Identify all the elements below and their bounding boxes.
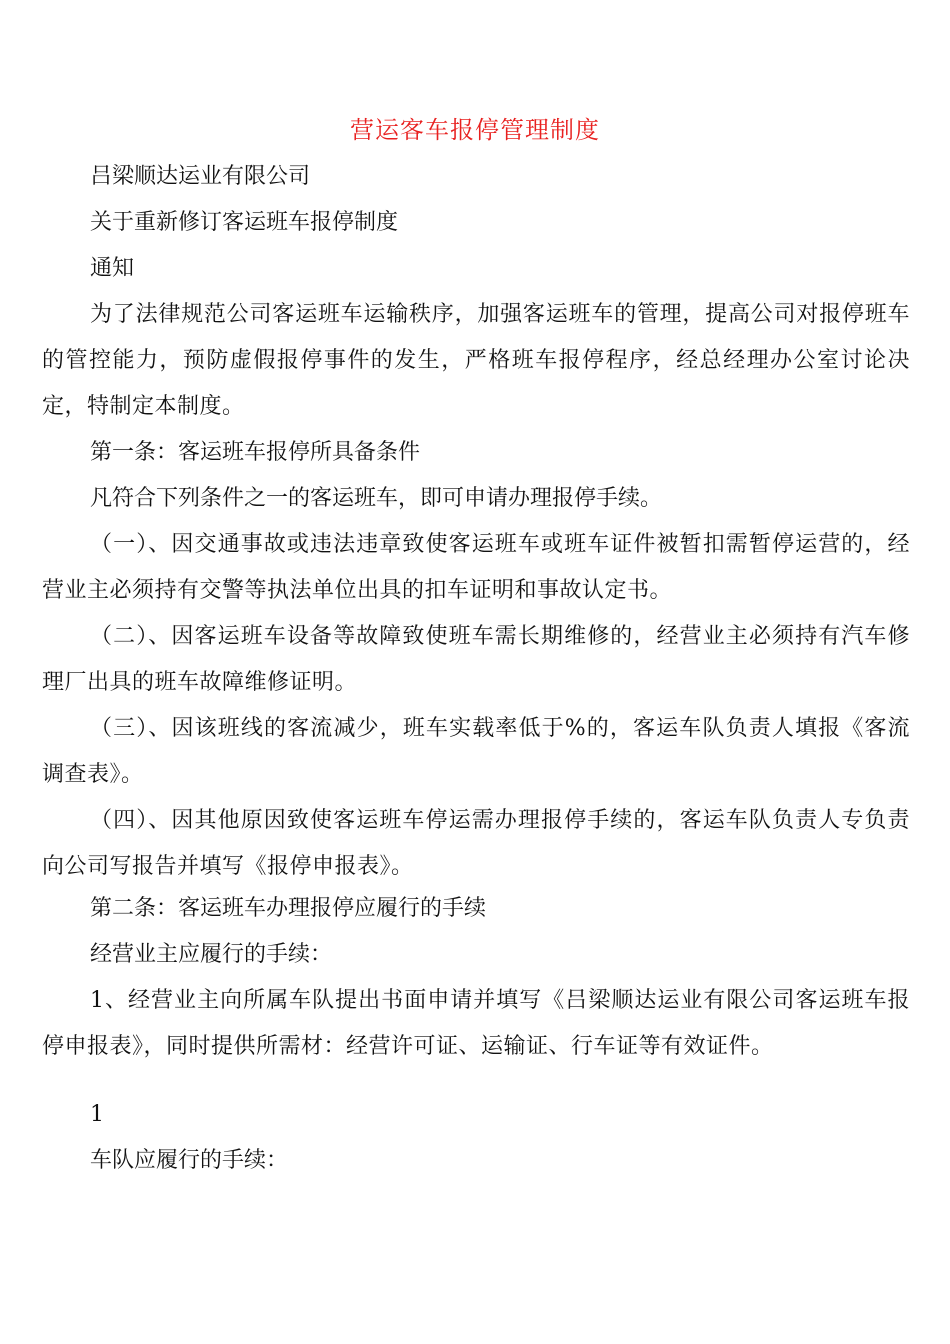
notice-label: 通知 bbox=[90, 256, 135, 281]
intro-paragraph: 为了法律规范公司客运班车运输秩序，加强客运班车的管理，提高公司对报停班车的管控能力，预防虚假报停事件的发生，严格班车报停程序，经总经理办公室讨论决定，特制定本制度。 bbox=[42, 302, 910, 419]
article-1-lead: 凡符合下列条件之一的客运班车，即可申请办理报停手续。 bbox=[90, 486, 663, 511]
company-name: 吕梁顺达运业有限公司 bbox=[90, 164, 311, 189]
condition-1: （一）、因交通事故或违法违章致使客运班车或班车证件被暂扣需暂停运营的，经营业主必须持有交警等执法单位出具的扣车证明和事故认定书。 bbox=[42, 532, 910, 603]
document-title: 营运客车报停管理制度 bbox=[350, 116, 600, 144]
team-procedure-lead: 车队应履行的手续： bbox=[90, 1148, 289, 1173]
condition-4: （四）、因其他原因致使客运班车停运需办理报停手续的，客运车队负责人专负责向公司写报告并填写《报停申报表》。 bbox=[42, 808, 910, 879]
owner-procedure-lead: 经营业主应履行的手续： bbox=[90, 942, 333, 967]
article-2-heading: 第二条：客运班车办理报停应履行的手续 bbox=[90, 896, 487, 921]
article-1-heading: 第一条：客运班车报停所具备条件 bbox=[90, 440, 421, 465]
condition-2: （二）、因客运班车设备等故障致使班车需长期维修的，经营业主必须持有汽车修理厂出具的班车故障维修证明。 bbox=[42, 624, 910, 695]
condition-3: （三）、因该班线的客流减少，班车实载率低于%的，客运车队负责人填报《客流调查表》。 bbox=[42, 716, 910, 787]
notice-subject: 关于重新修订客运班车报停制度 bbox=[90, 210, 399, 235]
owner-step-1: 1、经营业主向所属车队提出书面申请并填写《吕梁顺达运业有限公司客运班车报停申报表》，同时提供所需材：经营许可证、运输证、行车证等有效证件。 bbox=[42, 988, 910, 1059]
page-number: 1 bbox=[90, 1102, 104, 1127]
